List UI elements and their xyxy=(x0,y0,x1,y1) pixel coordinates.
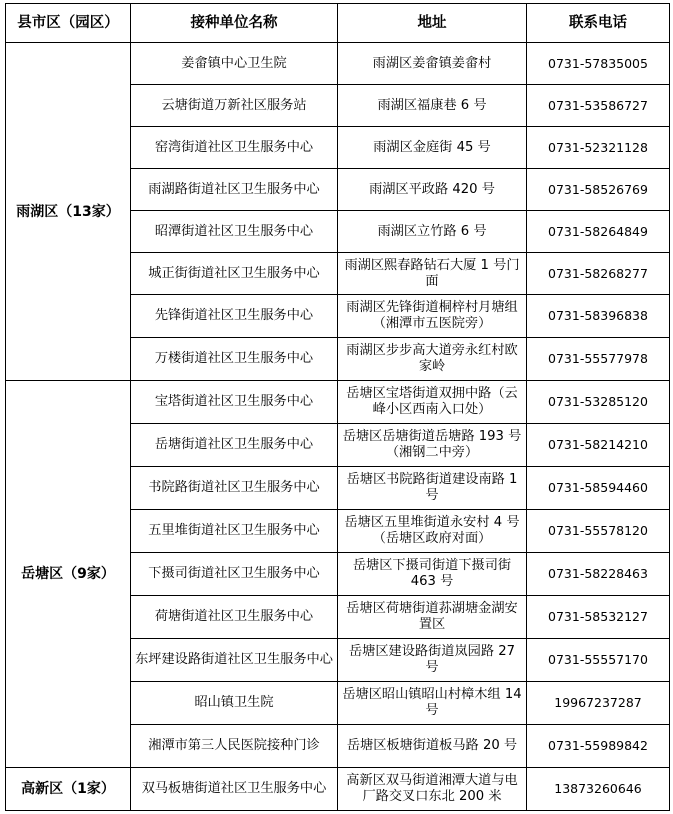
phone-cell: 0731-58526769 xyxy=(527,169,670,211)
address-cell: 高新区双马街道湘潭大道与电厂路交叉口东北 200 米 xyxy=(338,768,527,811)
address-cell: 岳塘区下摄司街道下摄司街 463 号 xyxy=(338,553,527,596)
address-cell: 岳塘区岳塘街道岳塘路 193 号（湘钢二中旁） xyxy=(338,424,527,467)
address-cell: 雨湖区熙春路钻石大厦 1 号门面 xyxy=(338,253,527,295)
phone-cell: 13873260646 xyxy=(527,768,670,811)
address-cell: 雨湖区福康巷 6 号 xyxy=(338,85,527,127)
district-cell: 高新区（1家） xyxy=(6,768,131,811)
header-address: 地址 xyxy=(338,4,527,43)
unit-name-cell: 岳塘街道社区卫生服务中心 xyxy=(131,424,338,467)
phone-cell: 0731-58532127 xyxy=(527,596,670,639)
district-cell: 岳塘区（9家） xyxy=(6,381,131,768)
unit-name-cell: 湘潭市第三人民医院接种门诊 xyxy=(131,725,338,768)
unit-name-cell: 东坪建设路街道社区卫生服务中心 xyxy=(131,639,338,682)
unit-name-cell: 姜畲镇中心卫生院 xyxy=(131,43,338,85)
phone-cell: 0731-58396838 xyxy=(527,295,670,338)
address-cell: 雨湖区先锋街道桐梓村月塘组（湘潭市五医院旁） xyxy=(338,295,527,338)
unit-name-cell: 城正街街道社区卫生服务中心 xyxy=(131,253,338,295)
header-district: 县市区（园区） xyxy=(6,4,131,43)
phone-cell: 0731-55578120 xyxy=(527,510,670,553)
address-cell: 岳塘区建设路街道岚园路 27 号 xyxy=(338,639,527,682)
header-unit-name: 接种单位名称 xyxy=(131,4,338,43)
district-cell: 雨湖区（13家） xyxy=(6,43,131,381)
address-cell: 雨湖区立竹路 6 号 xyxy=(338,211,527,253)
address-cell: 岳塘区板塘街道板马路 20 号 xyxy=(338,725,527,768)
phone-cell: 0731-58268277 xyxy=(527,253,670,295)
address-cell: 雨湖区金庭街 45 号 xyxy=(338,127,527,169)
address-cell: 雨湖区平政路 420 号 xyxy=(338,169,527,211)
vaccination-sites-table xyxy=(5,3,670,811)
address-cell: 雨湖区步步高大道旁永红村欧家岭 xyxy=(338,338,527,381)
header-phone: 联系电话 xyxy=(527,4,670,43)
table-row xyxy=(6,43,670,85)
table-body xyxy=(6,43,670,811)
address-cell: 雨湖区姜畲镇姜畲村 xyxy=(338,43,527,85)
unit-name-cell: 先锋街道社区卫生服务中心 xyxy=(131,295,338,338)
unit-name-cell: 荷塘街道社区卫生服务中心 xyxy=(131,596,338,639)
table-row xyxy=(6,381,670,424)
unit-name-cell: 宝塔街道社区卫生服务中心 xyxy=(131,381,338,424)
phone-cell: 0731-55577978 xyxy=(527,338,670,381)
unit-name-cell: 雨湖路街道社区卫生服务中心 xyxy=(131,169,338,211)
phone-cell: 0731-58594460 xyxy=(527,467,670,510)
phone-cell: 0731-53285120 xyxy=(527,381,670,424)
address-cell: 岳塘区书院路街道建设南路 1 号 xyxy=(338,467,527,510)
phone-cell: 19967237287 xyxy=(527,682,670,725)
address-cell: 岳塘区五里堆街道永安村 4 号（岳塘区政府对面） xyxy=(338,510,527,553)
phone-cell: 0731-57835005 xyxy=(527,43,670,85)
unit-name-cell: 万楼街道社区卫生服务中心 xyxy=(131,338,338,381)
unit-name-cell: 双马板塘街道社区卫生服务中心 xyxy=(131,768,338,811)
address-cell: 岳塘区昭山镇昭山村樟木组 14 号 xyxy=(338,682,527,725)
phone-cell: 0731-55989842 xyxy=(527,725,670,768)
table-row xyxy=(6,768,670,811)
phone-cell: 0731-58228463 xyxy=(527,553,670,596)
header-row xyxy=(6,4,670,43)
address-cell: 岳塘区宝塔街道双拥中路（云峰小区西南入口处） xyxy=(338,381,527,424)
unit-name-cell: 昭潭街道社区卫生服务中心 xyxy=(131,211,338,253)
unit-name-cell: 书院路街道社区卫生服务中心 xyxy=(131,467,338,510)
phone-cell: 0731-58264849 xyxy=(527,211,670,253)
unit-name-cell: 下摄司街道社区卫生服务中心 xyxy=(131,553,338,596)
phone-cell: 0731-55557170 xyxy=(527,639,670,682)
phone-cell: 0731-52321128 xyxy=(527,127,670,169)
unit-name-cell: 窑湾街道社区卫生服务中心 xyxy=(131,127,338,169)
phone-cell: 0731-53586727 xyxy=(527,85,670,127)
unit-name-cell: 五里堆街道社区卫生服务中心 xyxy=(131,510,338,553)
address-cell: 岳塘区荷塘街道荪湖塘金湖安置区 xyxy=(338,596,527,639)
phone-cell: 0731-58214210 xyxy=(527,424,670,467)
unit-name-cell: 云塘街道万新社区服务站 xyxy=(131,85,338,127)
unit-name-cell: 昭山镇卫生院 xyxy=(131,682,338,725)
